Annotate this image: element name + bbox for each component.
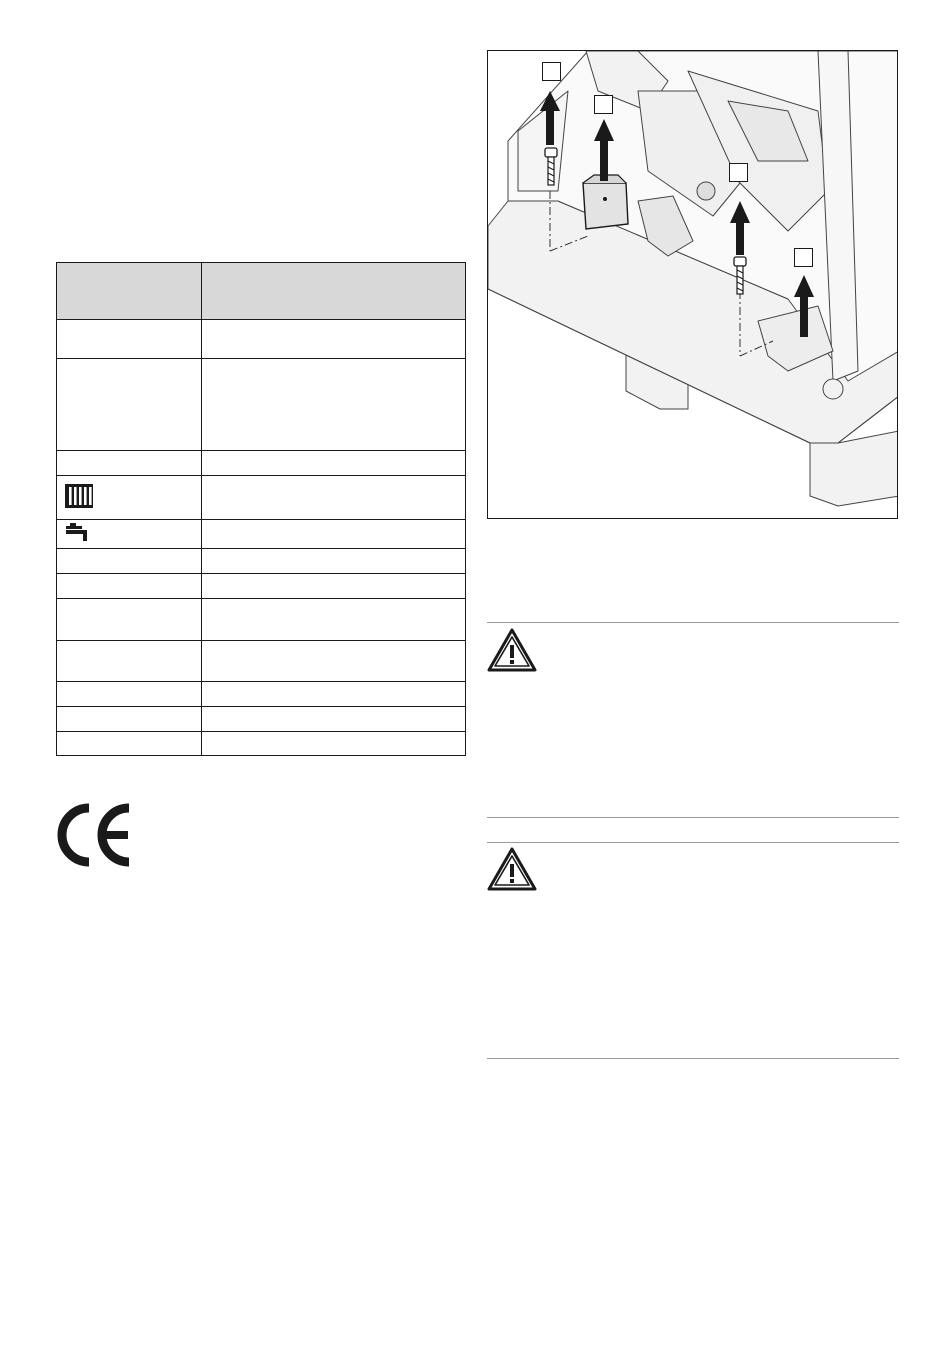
table-cell-symbol: [57, 574, 202, 599]
table-cell-symbol: [57, 641, 202, 682]
table-header-description: [202, 263, 466, 320]
divider: [487, 842, 899, 843]
table-row: [57, 359, 466, 451]
table-row: [57, 476, 466, 520]
divider: [487, 1058, 899, 1059]
table-row: [57, 732, 466, 756]
table-row: [57, 682, 466, 707]
table-row: [57, 707, 466, 732]
table-cell-symbol: [57, 359, 202, 451]
installation-figure: [487, 50, 898, 519]
step-label-box: [794, 248, 813, 267]
bracket-icon: [583, 175, 628, 229]
table-row: [57, 520, 466, 549]
table-cell-text: [202, 599, 466, 641]
table-cell-symbol: [57, 451, 202, 476]
table-cell-text: [202, 732, 466, 756]
warning-triangle-icon: [487, 847, 537, 896]
divider: [487, 622, 899, 623]
table-row: [57, 549, 466, 574]
table-cell-text: [202, 359, 466, 451]
table-cell-symbol: [57, 476, 202, 520]
table-row: [57, 641, 466, 682]
table-cell-text: [202, 320, 466, 359]
warning-block: [487, 628, 899, 808]
table-row: [57, 451, 466, 476]
table-cell-symbol: [57, 599, 202, 641]
tap-icon: [63, 523, 95, 546]
table-header-symbol: [57, 263, 202, 320]
table-cell-text: [202, 707, 466, 732]
table-cell-symbol: [57, 520, 202, 549]
table-cell-symbol: [57, 549, 202, 574]
table-row: [57, 320, 466, 359]
step-label-box: [542, 62, 561, 81]
table-cell-symbol: [57, 707, 202, 732]
table-row: [57, 574, 466, 599]
table-cell-text: [202, 549, 466, 574]
table-cell-text: [202, 451, 466, 476]
warning-triangle-icon: [487, 628, 537, 677]
step-label-box: [594, 95, 613, 114]
divider: [487, 817, 899, 818]
unit-on-pallet-illustration: [488, 51, 898, 519]
table-cell-text: [202, 476, 466, 520]
table-cell-text: [202, 574, 466, 599]
symbol-table: [56, 262, 466, 756]
warning-block: [487, 847, 899, 1047]
table-header-row: [57, 263, 466, 320]
step-label-box: [729, 163, 748, 182]
table-cell-symbol: [57, 682, 202, 707]
table-cell-text: [202, 641, 466, 682]
table-cell-text: [202, 682, 466, 707]
radiator-icon: [63, 480, 95, 515]
table-row: [57, 599, 466, 641]
table-cell-text: [202, 520, 466, 549]
table-cell-symbol: [57, 320, 202, 359]
ce-mark-icon: [56, 802, 136, 873]
table-cell-symbol: [57, 732, 202, 756]
